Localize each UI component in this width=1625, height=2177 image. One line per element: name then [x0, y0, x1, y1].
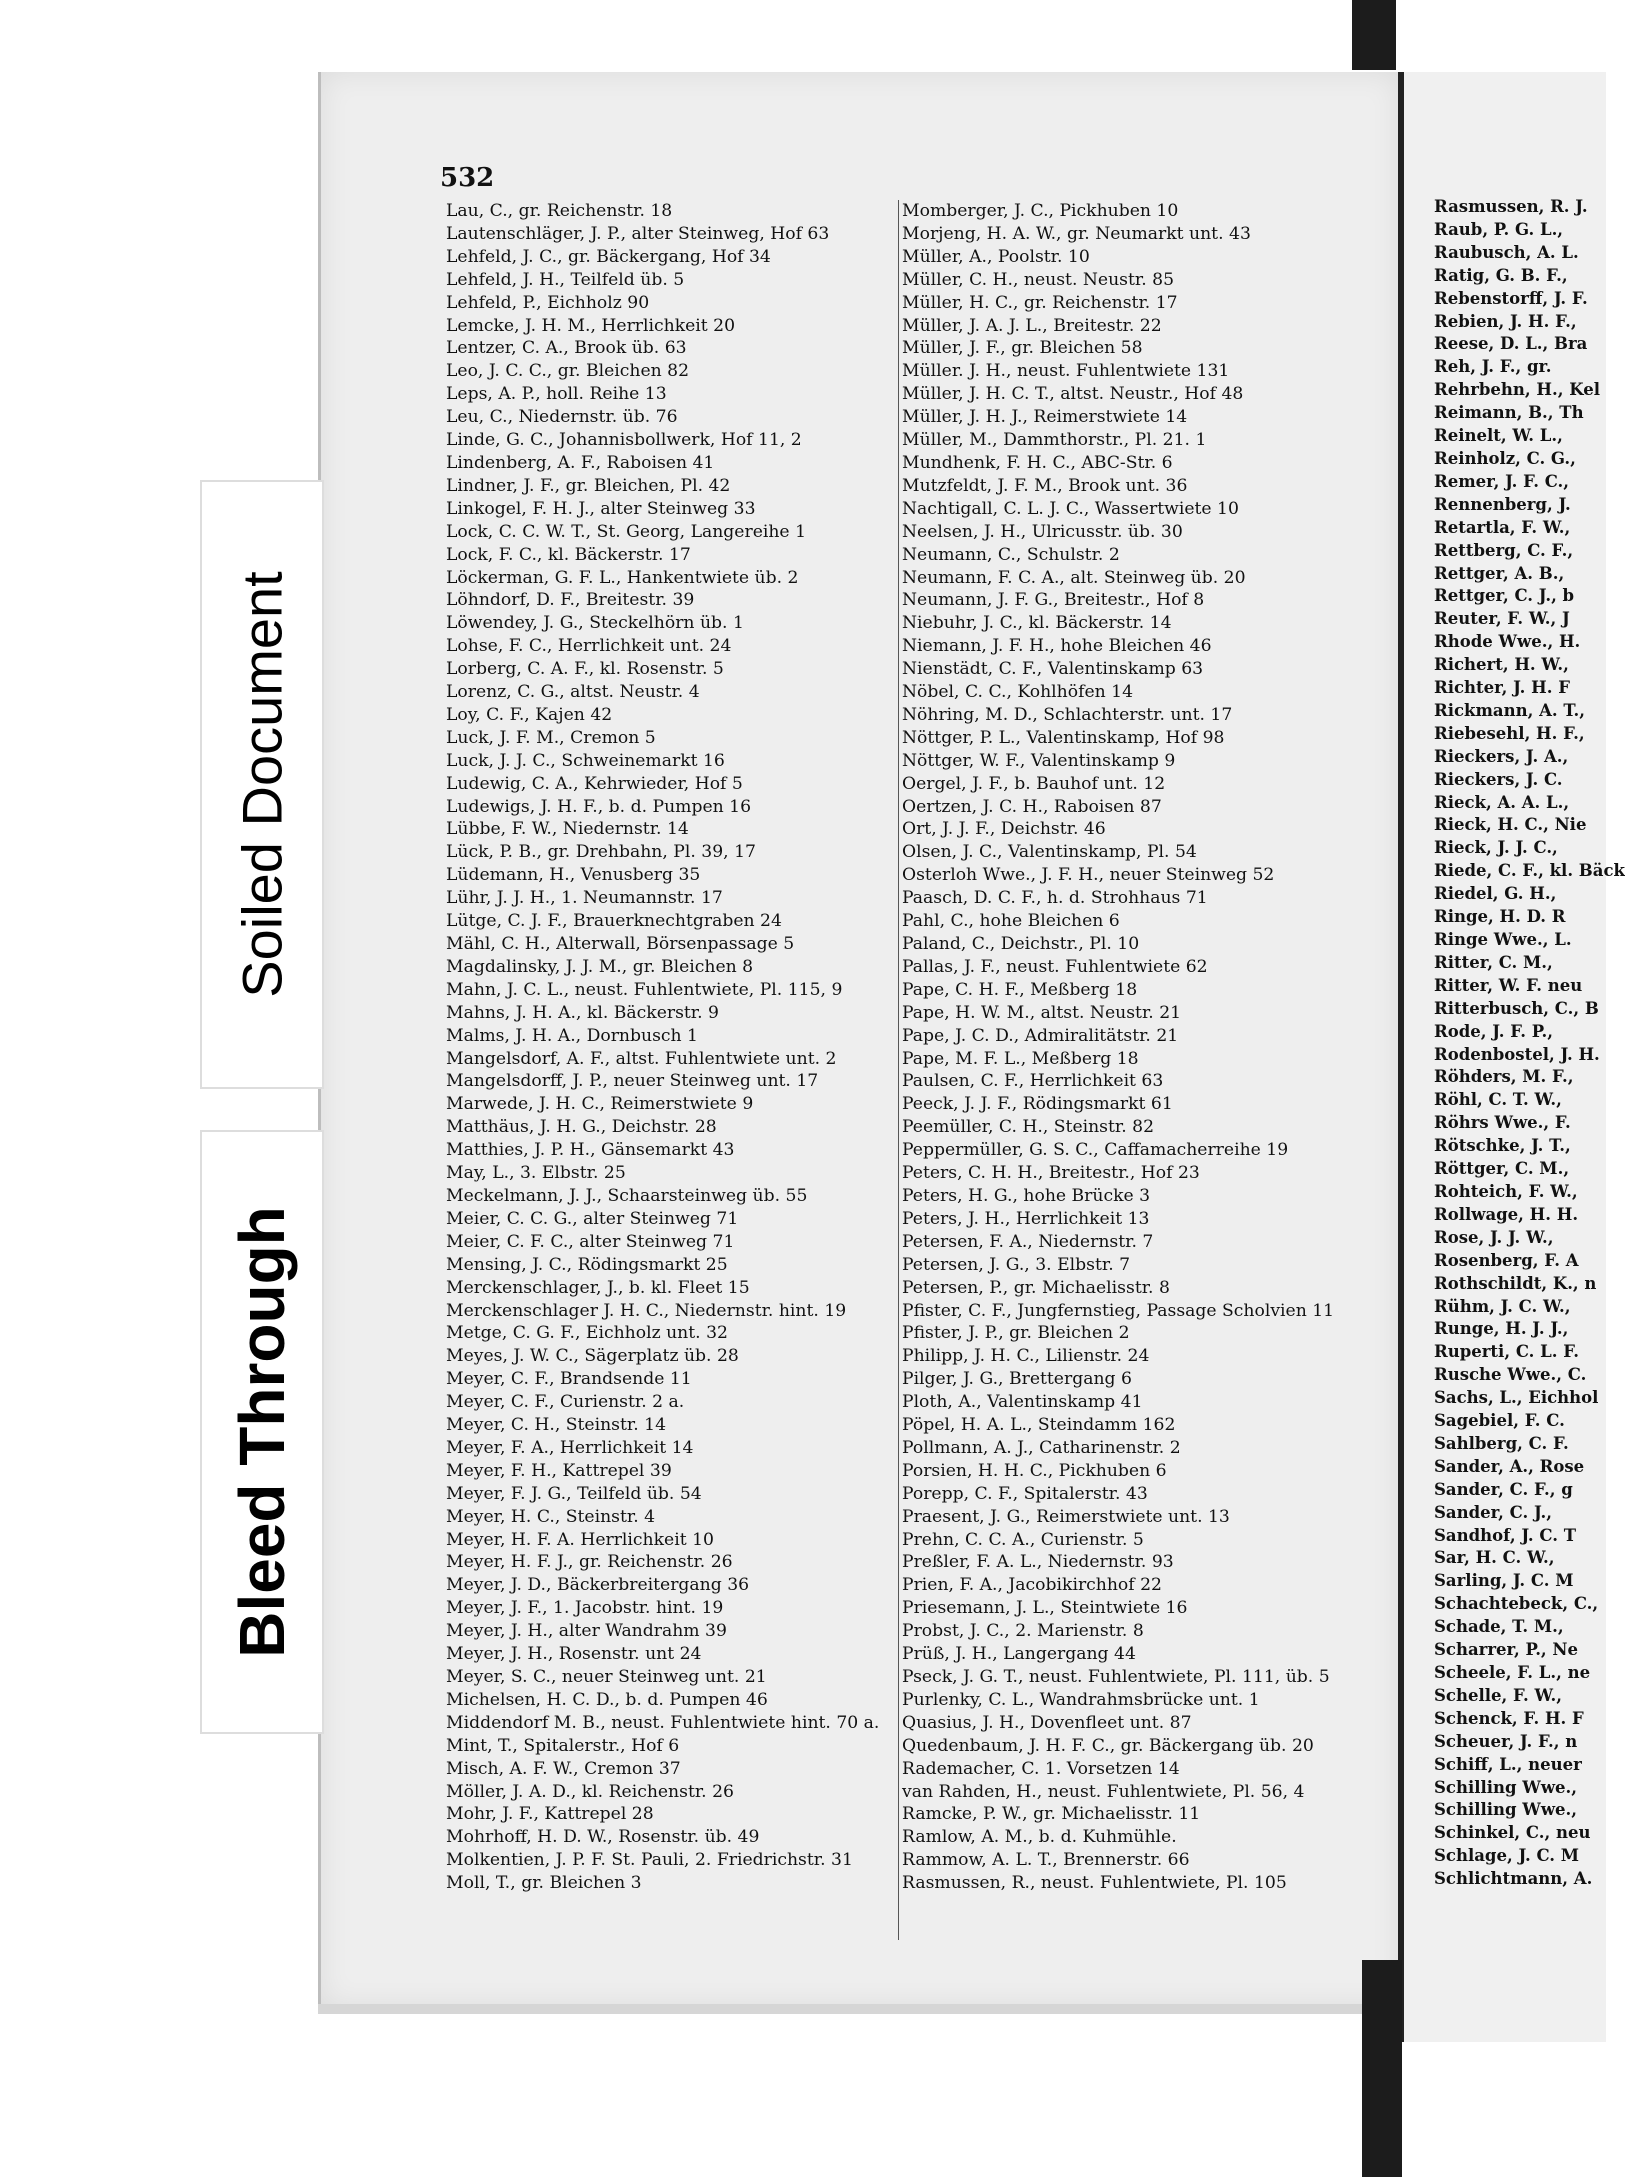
directory-entry: Pollmann, A. J., Catharinenstr. 2 — [902, 1437, 1181, 1458]
directory-entry: Prüß, J. H., Langergang 44 — [902, 1644, 1136, 1665]
directory-entry: Rühm, J. C. W., — [1434, 1296, 1571, 1316]
directory-entry: Löwendey, J. G., Steckelhörn üb. 1 — [446, 613, 744, 634]
directory-entry: Lentzer, C. A., Brook üb. 63 — [446, 338, 687, 359]
directory-entry: Rohteich, F. W., — [1434, 1181, 1578, 1201]
bleed-through-text: Bleed Through — [226, 1206, 298, 1658]
directory-entry: Sarling, J. C. M — [1434, 1571, 1574, 1591]
directory-entry: van Rahden, H., neust. Fuhlentwiete, Pl. 56, 4 — [902, 1781, 1305, 1802]
directory-entry: Möller, J. A. D., kl. Reichenstr. 26 — [446, 1781, 734, 1802]
directory-entry: Matthies, J. P. H., Gänsemarkt 43 — [446, 1140, 735, 1161]
directory-entry: Mangelsdorff, J. P., neuer Steinweg unt. 17 — [446, 1071, 819, 1092]
directory-entry: Meier, C. C. G., alter Steinweg 71 — [446, 1208, 739, 1229]
directory-entry: Lorenz, C. G., altst. Neustr. 4 — [446, 682, 700, 703]
directory-entry: Malms, J. H. A., Dornbusch 1 — [446, 1025, 698, 1046]
directory-entry: Linkogel, F. H. J., alter Steinweg 33 — [446, 498, 756, 519]
directory-column-middle — [902, 200, 1370, 1895]
directory-entry: Michelsen, H. C. D., b. d. Pumpen 46 — [446, 1689, 768, 1710]
directory-entry: Meyer, C. F., Curienstr. 2 a. — [446, 1392, 685, 1413]
bleed-through-label — [200, 1130, 324, 1734]
directory-entry: Neumann, C., Schulstr. 2 — [902, 544, 1120, 565]
directory-entry: Ramcke, P. W., gr. Michaelisstr. 11 — [902, 1804, 1201, 1825]
directory-entry: Paulsen, C. F., Herrlichkeit 63 — [902, 1071, 1164, 1092]
directory-entry: Rasmussen, R. J. — [1434, 197, 1588, 216]
directory-entry: Rusche Wwe., C. — [1434, 1365, 1587, 1385]
directory-entry: Nachtigall, C. L. J. C., Wassertwiete 10 — [902, 498, 1239, 519]
directory-entry: Nienstädt, C. F., Valentinskamp 63 — [902, 659, 1204, 680]
directory-entry: Riebesehl, H. F., — [1434, 723, 1585, 743]
directory-entry: Mundhenk, F. H. C., ABC-Str. 6 — [902, 452, 1173, 473]
directory-entry: Quasius, J. H., Dovenfleet unt. 87 — [902, 1712, 1192, 1733]
directory-entry: Scheele, F. L., ne — [1434, 1663, 1591, 1682]
directory-entry: Leo, J. C. C., gr. Bleichen 82 — [446, 361, 690, 382]
directory-entry: Petersen, P., gr. Michaelisstr. 8 — [902, 1277, 1170, 1298]
directory-entry: Rollwage, H. H. — [1434, 1204, 1579, 1224]
directory-entry: Ringe, H. D. R — [1434, 907, 1566, 927]
directory-entry: Mangelsdorf, A. F., altst. Fuhlentwiete unt. 2 — [446, 1048, 837, 1069]
directory-entry: Peters, H. G., hohe Brücke 3 — [902, 1185, 1151, 1206]
directory-entry: Linde, G. C., Johannisbollwerk, Hof 11, 2 — [446, 430, 802, 451]
directory-entry: Nöbel, C. C., Kohlhöfen 14 — [902, 682, 1134, 703]
directory-entry: Ritter, C. M., — [1434, 952, 1553, 972]
directory-entry: Meyer, J. F., 1. Jacobstr. hint. 19 — [446, 1598, 724, 1619]
directory-entry: Ploth, A., Valentinskamp 41 — [902, 1392, 1143, 1413]
directory-entry: Reinelt, W. L., — [1434, 426, 1563, 446]
directory-entry: Paland, C., Deichstr., Pl. 10 — [902, 934, 1140, 954]
directory-entry: Praesent, J. G., Reimerstwiete unt. 13 — [902, 1506, 1230, 1527]
directory-entry: Meyer, C. F., Brandsende 11 — [446, 1369, 692, 1390]
directory-entry: Müller, H. C., gr. Reichenstr. 17 — [902, 292, 1178, 313]
directory-entry: Meckelmann, J. J., Schaarsteinweg üb. 55 — [446, 1185, 808, 1206]
directory-entry: Leu, C., Niedernstr. üb. 76 — [446, 407, 678, 428]
soiled-document-label — [200, 480, 324, 1089]
directory-entry: Röhrs Wwe., F. — [1434, 1113, 1571, 1133]
directory-entry: Oergel, J. F., b. Bauhof unt. 12 — [902, 773, 1166, 794]
directory-entry: Lock, F. C., kl. Bäckerstr. 17 — [446, 544, 691, 565]
directory-entry: Ringe Wwe., L. — [1434, 930, 1572, 949]
directory-entry: Schelle, F. W., — [1434, 1685, 1562, 1705]
directory-entry: Pape, J. C. D., Admiralitätstr. 21 — [902, 1025, 1179, 1046]
directory-entry: Peters, J. H., Herrlichkeit 13 — [902, 1208, 1150, 1229]
directory-entry: Meyes, J. W. C., Sägerplatz üb. 28 — [446, 1346, 739, 1367]
directory-entry: Schenck, F. H. F — [1434, 1708, 1584, 1728]
directory-entry: Mahn, J. C. L., neust. Fuhlentwiete, Pl. 115, 9 — [446, 979, 843, 1000]
directory-entry: Porepp, C. F., Spitalerstr. 43 — [902, 1483, 1148, 1504]
directory-entry: Matthäus, J. H. G., Deichstr. 28 — [446, 1117, 717, 1138]
directory-entry: Richter, J. H. F — [1434, 678, 1570, 698]
directory-entry: Meyer, H. C., Steinstr. 4 — [446, 1506, 656, 1527]
directory-entry: Loy, C. F., Kajen 42 — [446, 704, 613, 725]
directory-entry: Luck, J. J. C., Schweinemarkt 16 — [446, 750, 725, 771]
directory-entry: Lehfeld, J. C., gr. Bäckergang, Hof 34 — [446, 246, 771, 267]
directory-column-right — [1434, 196, 1625, 1891]
directory-entry: Mahns, J. H. A., kl. Bäckerstr. 9 — [446, 1002, 719, 1023]
directory-entry: Peppermüller, G. S. C., Caffamacherreihe 19 — [902, 1140, 1289, 1161]
directory-entry: Meyer, J. H., Rosenstr. unt 24 — [446, 1644, 702, 1665]
directory-entry: Mähl, C. H., Alterwall, Börsenpassage 5 — [446, 934, 795, 954]
directory-entry: Müller, C. H., neust. Neustr. 85 — [902, 269, 1175, 290]
directory-entry: Lorberg, C. A. F., kl. Rosenstr. 5 — [446, 659, 724, 680]
directory-entry: Schlage, J. C. M — [1434, 1846, 1580, 1866]
directory-entry: Meier, C. F. C., alter Steinweg 71 — [446, 1231, 735, 1252]
directory-entry: Probst, J. C., 2. Marienstr. 8 — [902, 1621, 1144, 1642]
directory-entry: Rode, J. F. P., — [1434, 1021, 1553, 1041]
directory-entry: Lock, C. C. W. T., St. Georg, Langereihe 1 — [446, 521, 807, 542]
column-divider — [898, 200, 899, 1940]
directory-entry: Moll, T., gr. Bleichen 3 — [446, 1873, 642, 1894]
binding-shadow-bottom — [1362, 1960, 1402, 2177]
directory-entry: Lüdemann, H., Venusberg 35 — [446, 865, 701, 886]
directory-entry: Pilger, J. G., Brettergang 6 — [902, 1369, 1132, 1390]
directory-entry: Lemcke, J. H. M., Herrlichkeit 20 — [446, 315, 736, 336]
directory-entry: Reimann, B., Th — [1434, 403, 1584, 423]
directory-entry: Purlenky, C. L., Wandrahmsbrücke unt. 1 — [902, 1689, 1260, 1710]
directory-entry: Oertzen, J. C. H., Raboisen 87 — [902, 796, 1162, 817]
directory-entry: Rettger, C. J., b — [1434, 586, 1575, 606]
binding-shadow-top — [1352, 0, 1396, 70]
directory-entry: Meyer, J. D., Bäckerbreitergang 36 — [446, 1575, 750, 1596]
directory-entry: Meyer, C. H., Steinstr. 14 — [446, 1415, 667, 1436]
directory-entry: Meyer, F. H., Kattrepel 39 — [446, 1460, 672, 1481]
directory-entry: Mint, T., Spitalerstr., Hof 6 — [446, 1735, 680, 1756]
directory-entry: Meyer, F. A., Herrlichkeit 14 — [446, 1437, 694, 1458]
directory-entry: Lütge, C. J. F., Brauerknechtgraben 24 — [446, 911, 782, 932]
directory-entry: Luck, J. F. M., Cremon 5 — [446, 727, 656, 748]
directory-entry: Niemann, J. F. H., hohe Bleichen 46 — [902, 636, 1212, 657]
directory-entry: Rademacher, C. 1. Vorsetzen 14 — [902, 1758, 1180, 1779]
directory-entry: Ritter, W. F. neu — [1434, 975, 1583, 995]
directory-entry: Ludewig, C. A., Kehrwieder, Hof 5 — [446, 773, 743, 794]
directory-entry: Müller, M., Dammthorstr., Pl. 21. 1 — [902, 430, 1207, 451]
directory-entry: Lindenberg, A. F., Raboisen 41 — [446, 452, 715, 473]
directory-entry: Leps, A. P., holl. Reihe 13 — [446, 384, 667, 405]
directory-entry: Scharrer, P., Ne — [1434, 1640, 1579, 1660]
directory-entry: Lück, P. B., gr. Drehbahn, Pl. 39, 17 — [446, 842, 756, 863]
directory-entry: Sar, H. C. W., — [1434, 1548, 1555, 1568]
directory-entry: Rieckers, J. C. — [1434, 769, 1563, 789]
directory-entry: Prien, F. A., Jacobikirchhof 22 — [902, 1575, 1162, 1596]
directory-entry: Sahlberg, C. F. — [1434, 1433, 1569, 1453]
directory-entry: Magdalinsky, J. J. M., gr. Bleichen 8 — [446, 956, 754, 977]
directory-entry: Neumann, F. C. A., alt. Steinweg üb. 20 — [902, 567, 1246, 588]
directory-entry: Rhode Wwe., H. — [1434, 632, 1581, 652]
directory-entry: Runge, H. J. J., — [1434, 1319, 1569, 1339]
directory-entry: Misch, A. F. W., Cremon 37 — [446, 1758, 681, 1779]
directory-entry: Marwede, J. H. C., Reimerstwiete 9 — [446, 1094, 754, 1115]
soiled-document-text: Soiled Document — [230, 571, 294, 998]
directory-entry: Lehfeld, J. H., Teilfeld üb. 5 — [446, 269, 685, 290]
directory-entry: Schlichtmann, A. — [1434, 1869, 1593, 1889]
directory-entry: Osterloh Wwe., J. F. H., neuer Steinweg 52 — [902, 865, 1275, 886]
directory-entry: Peters, C. H. H., Breitestr., Hof 23 — [902, 1163, 1200, 1184]
directory-entry: Middendorf M. B., neust. Fuhlentwiete hint. 70 a. — [446, 1712, 880, 1733]
directory-entry: Ludewigs, J. H. F., b. d. Pumpen 16 — [446, 796, 752, 817]
directory-entry: Ort, J. J. F., Deichstr. 46 — [902, 819, 1106, 840]
directory-entry: Pallas, J. F., neust. Fuhlentwiete 62 — [902, 956, 1208, 977]
directory-entry: Rötschke, J. T., — [1434, 1136, 1571, 1156]
directory-entry: Metge, C. G. F., Eichholz unt. 32 — [446, 1323, 728, 1344]
directory-entry: Müller, J. H. J., Reimerstwiete 14 — [902, 407, 1188, 428]
directory-entry: Rennenberg, J. — [1434, 494, 1571, 514]
directory-entry: Sander, C. J., — [1434, 1502, 1552, 1522]
directory-entry: Lübbe, F. W., Niedernstr. 14 — [446, 819, 689, 840]
directory-entry: Meyer, J. H., alter Wandrahm 39 — [446, 1621, 727, 1642]
directory-entry: Lühr, J. J. H., 1. Neumannstr. 17 — [446, 888, 723, 909]
left-page-edge — [318, 2004, 1396, 2014]
directory-entry: Rieck, J. J. C., — [1434, 838, 1558, 858]
directory-entry: Schinkel, C., neu — [1434, 1823, 1591, 1843]
directory-entry: Sander, C. F., g — [1434, 1479, 1573, 1499]
directory-entry: Ruperti, C. L. F. — [1434, 1342, 1580, 1362]
directory-entry: Pape, C. H. F., Meßberg 18 — [902, 979, 1138, 1000]
directory-entry: Reinholz, C. G., — [1434, 448, 1576, 468]
directory-entry: Sandhof, J. C. T — [1434, 1525, 1576, 1545]
directory-entry: Müller, J. F., gr. Bleichen 58 — [902, 338, 1143, 359]
directory-entry: Niebuhr, J. C., kl. Bäckerstr. 14 — [902, 613, 1172, 634]
directory-entry: Olsen, J. C., Valentinskamp, Pl. 54 — [902, 842, 1197, 863]
directory-entry: Rodenbostel, J. H. — [1434, 1044, 1600, 1064]
directory-entry: Rammow, A. L. T., Brennerstr. 66 — [902, 1850, 1190, 1871]
directory-entry: Rehrbehn, H., Kel — [1434, 380, 1600, 400]
directory-entry: Remer, J. F. C., — [1434, 471, 1570, 491]
directory-entry: Lohse, F. C., Herrlichkeit unt. 24 — [446, 636, 732, 657]
directory-entry: Pöpel, H. A. L., Steindamm 162 — [902, 1415, 1176, 1436]
directory-entry: Nöttger, W. F., Valentinskamp 9 — [902, 750, 1176, 771]
directory-entry: Neelsen, J. H., Ulricusstr. üb. 30 — [902, 521, 1183, 542]
directory-entry: Merckenschlager, J., b. kl. Fleet 15 — [446, 1277, 750, 1298]
directory-entry: Schilling Wwe., — [1434, 1800, 1578, 1820]
directory-entry: Müller, J. H. C. T., altst. Neustr., Hof 48 — [902, 384, 1244, 405]
directory-entry: Molkentien, J. P. F. St. Pauli, 2. Friedrichstr. 31 — [446, 1850, 853, 1871]
directory-entry: Lau, C., gr. Reichenstr. 18 — [446, 201, 673, 221]
directory-entry: Morjeng, H. A. W., gr. Neumarkt unt. 43 — [902, 223, 1251, 244]
directory-entry: Paasch, D. C. F., h. d. Strohhaus 71 — [902, 888, 1208, 909]
directory-entry: Ramlow, A. M., b. d. Kuhmühle. — [902, 1827, 1177, 1848]
directory-entry: Pahl, C., hohe Bleichen 6 — [902, 911, 1120, 932]
directory-entry: Porsien, H. H. C., Pickhuben 6 — [902, 1460, 1167, 1481]
directory-entry: Meyer, H. F. A. Herrlichkeit 10 — [446, 1529, 714, 1550]
directory-entry: Rickmann, A. T., — [1434, 700, 1586, 720]
directory-entry: Petersen, J. G., 3. Elbstr. 7 — [902, 1254, 1131, 1275]
directory-entry: Neumann, J. F. G., Breitestr., Hof 8 — [902, 590, 1205, 611]
directory-entry: Rose, J. J. W., — [1434, 1227, 1554, 1247]
directory-entry: May, L., 3. Elbstr. 25 — [446, 1163, 626, 1184]
directory-entry: Pseck, J. G. T., neust. Fuhlentwiete, Pl. 111, üb. 5 — [902, 1667, 1330, 1687]
directory-entry: Retartla, F. W., — [1434, 517, 1571, 537]
directory-entry: Reuter, F. W., J — [1434, 609, 1570, 629]
directory-entry: Lautenschläger, J. P., alter Steinweg, Hof 63 — [446, 223, 830, 244]
directory-entry: Priesemann, J. L., Steintwiete 16 — [902, 1598, 1188, 1619]
directory-column-left — [446, 200, 901, 1895]
directory-entry: Sagebiel, F. C. — [1434, 1411, 1565, 1431]
directory-entry: Reese, D. L., Bra — [1434, 334, 1588, 354]
directory-entry: Löhndorf, D. F., Breitestr. 39 — [446, 590, 695, 611]
directory-entry: Rettberg, C. F., — [1434, 540, 1574, 560]
directory-entry: Rettger, A. B., — [1434, 563, 1565, 583]
directory-entry: Momberger, J. C., Pickhuben 10 — [902, 201, 1179, 221]
directory-entry: Röhders, M. F., — [1434, 1067, 1574, 1087]
directory-entry: Pape, H. W. M., altst. Neustr. 21 — [902, 1002, 1182, 1023]
directory-entry: Mohr, J. F., Kattrepel 28 — [446, 1804, 654, 1825]
directory-entry: Nöhring, M. D., Schlachterstr. unt. 17 — [902, 704, 1233, 725]
directory-entry: Riedel, G. H., — [1434, 884, 1557, 904]
directory-entry: Peemüller, C. H., Steinstr. 82 — [902, 1117, 1155, 1138]
directory-entry: Rebenstorff, J. F. — [1434, 288, 1588, 308]
directory-entry: Löckerman, G. F. L., Hankentwiete üb. 2 — [446, 567, 799, 588]
directory-entry: Pfister, J. P., gr. Bleichen 2 — [902, 1323, 1130, 1344]
directory-entry: Richert, H. W., — [1434, 655, 1569, 675]
directory-entry: Rothschildt, K., n — [1434, 1273, 1597, 1293]
directory-entry: Rieck, H. C., Nie — [1434, 815, 1587, 835]
directory-entry: Rasmussen, R., neust. Fuhlentwiete, Pl. 105 — [902, 1873, 1287, 1894]
directory-entry: Raub, P. G. L., — [1434, 219, 1564, 239]
directory-entry: Meyer, F. J. G., Teilfeld üb. 54 — [446, 1483, 702, 1504]
directory-entry: Pape, M. F. L., Meßberg 18 — [902, 1048, 1139, 1069]
directory-entry: Meyer, H. F. J., gr. Reichenstr. 26 — [446, 1552, 733, 1573]
directory-entry: Raubusch, A. L. — [1434, 242, 1579, 262]
directory-entry: Rieckers, J. A., — [1434, 746, 1569, 766]
directory-entry: Mutzfeldt, J. F. M., Brook unt. 36 — [902, 475, 1188, 496]
directory-entry: Preßler, F. A. L., Niedernstr. 93 — [902, 1552, 1174, 1573]
directory-entry: Schade, T. M., — [1434, 1617, 1564, 1637]
page-number: 532 — [440, 163, 495, 193]
directory-entry: Sander, A., Rose — [1434, 1456, 1585, 1476]
directory-entry: Prehn, C. C. A., Curienstr. 5 — [902, 1529, 1144, 1550]
directory-entry: Röhl, C. T. W., — [1434, 1090, 1562, 1110]
directory-entry: Merckenschlager J. H. C., Niedernstr. hint. 19 — [446, 1300, 847, 1321]
directory-entry: Riede, C. F., kl. Bäck — [1434, 861, 1625, 881]
directory-entry: Schachtebeck, C., — [1434, 1594, 1599, 1614]
directory-entry: Schilling Wwe., — [1434, 1777, 1578, 1797]
directory-entry: Philipp, J. H. C., Lilienstr. 24 — [902, 1346, 1150, 1367]
directory-entry: Lindner, J. F., gr. Bleichen, Pl. 42 — [446, 475, 731, 496]
directory-entry: Müller, J. A. J. L., Breitestr. 22 — [902, 315, 1162, 336]
directory-entry: Rebien, J. H. F., — [1434, 311, 1577, 331]
directory-entry: Meyer, S. C., neuer Steinweg unt. 21 — [446, 1667, 767, 1687]
directory-entry: Pfister, C. F., Jungfernstieg, Passage Scholvien 11 — [902, 1300, 1335, 1321]
directory-entry: Rieck, A. A. L., — [1434, 792, 1570, 812]
directory-entry: Ratig, G. B. F., — [1434, 265, 1568, 285]
directory-entry: Sachs, L., Eichhol — [1434, 1388, 1599, 1408]
directory-entry: Petersen, F. A., Niedernstr. 7 — [902, 1231, 1154, 1252]
directory-entry: Lehfeld, P., Eichholz 90 — [446, 292, 650, 313]
directory-entry: Peeck, J. J. F., Rödingsmarkt 61 — [902, 1094, 1173, 1115]
directory-entry: Nöttger, P. L., Valentinskamp, Hof 98 — [902, 727, 1225, 748]
directory-entry: Mohrhoff, H. D. W., Rosenstr. üb. 49 — [446, 1827, 760, 1848]
directory-entry: Scheuer, J. F., n — [1434, 1731, 1578, 1751]
directory-entry: Quedenbaum, J. H. F. C., gr. Bäckergang üb. 20 — [902, 1735, 1314, 1756]
directory-entry: Röttger, C. M., — [1434, 1159, 1570, 1179]
directory-entry: Mensing, J. C., Rödingsmarkt 25 — [446, 1254, 728, 1275]
directory-entry: Schiff, L., neuer — [1434, 1754, 1582, 1774]
directory-entry: Müller. J. H., neust. Fuhlentwiete 131 — [902, 361, 1230, 382]
directory-entry: Reh, J. F., gr. — [1434, 357, 1552, 377]
directory-entry: Ritterbusch, C., B — [1434, 998, 1599, 1018]
directory-entry: Müller, A., Poolstr. 10 — [902, 246, 1090, 267]
directory-entry: Rosenberg, F. A — [1434, 1250, 1579, 1270]
